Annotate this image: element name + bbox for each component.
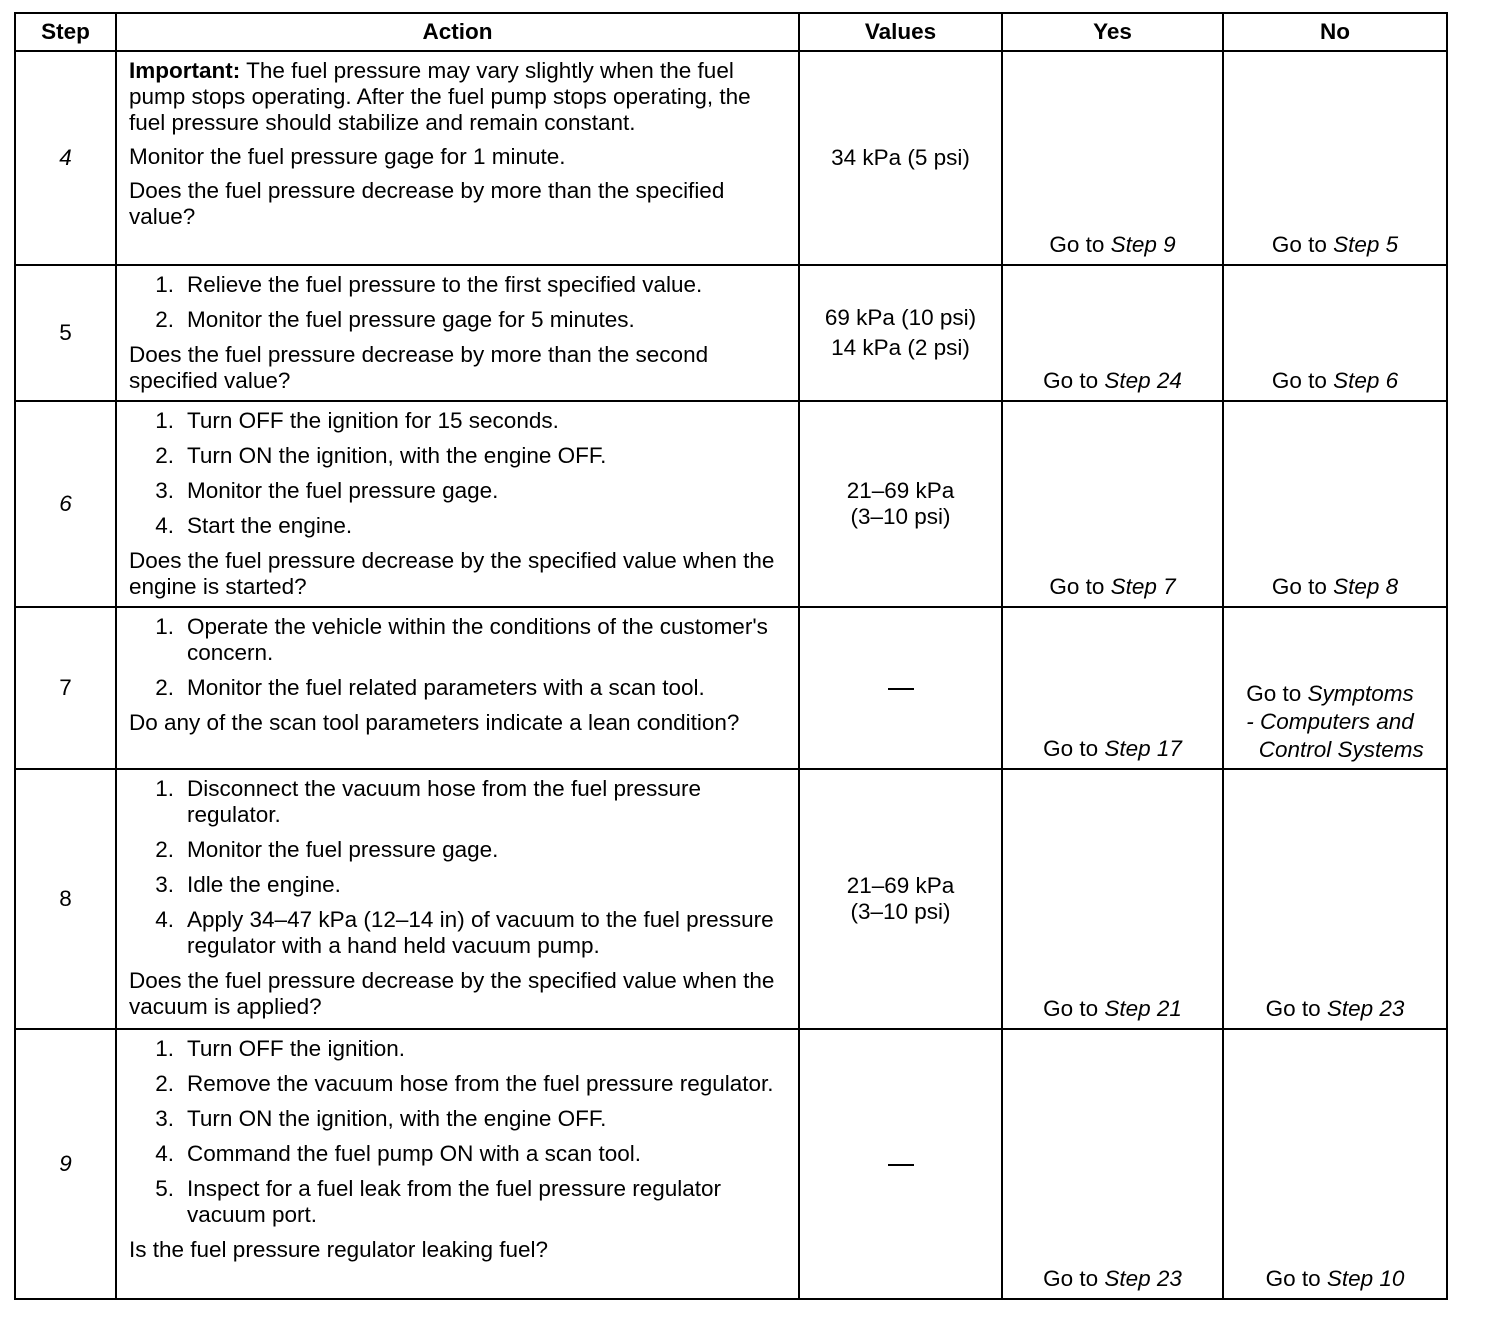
list-item: 2. Monitor the fuel pressure gage.	[155, 837, 499, 862]
values-cell	[799, 769, 1002, 1029]
value-text: 21–69 kPa	[846, 873, 955, 898]
values-cell	[799, 1029, 1002, 1299]
substep-list	[129, 1036, 786, 1228]
no-cell	[1223, 607, 1447, 769]
no-step-link: Step 6	[1333, 368, 1399, 393]
diagnostic-table	[14, 12, 1448, 1300]
step-number: 6	[15, 401, 116, 607]
no-cell	[1223, 265, 1447, 401]
go-to-label: Go to	[1265, 996, 1321, 1021]
header-row	[15, 13, 1447, 51]
important-note	[129, 58, 786, 136]
yes-cell	[1002, 401, 1223, 607]
list-item: 1. Disconnect the vacuum hose from the fuel pressure regulator.	[155, 776, 702, 827]
substep-list	[129, 776, 786, 959]
list-item: 5. Inspect for a fuel leak from the fuel pressure regulator vacuum port.	[155, 1176, 722, 1227]
value-text: 14 kPa (2 psi)	[831, 335, 970, 360]
value-text: 21–69 kPa	[846, 478, 955, 503]
go-to-label: Go to	[1265, 1266, 1321, 1291]
important-text: The fuel pressure may vary slightly when the fuel pump stops operating. After the fuel pump stops operating, the fuel pressure should stabilize and remain constant.	[129, 58, 751, 135]
question-text: Does the fuel pressure decrease by more than the specified value?	[129, 178, 725, 229]
no-step-link: Step 23	[1326, 996, 1405, 1021]
action-cell	[116, 1029, 799, 1299]
values-cell	[799, 265, 1002, 401]
question-text: Does the fuel pressure decrease by more than the second specified value?	[129, 342, 709, 393]
no-step-link: Step 5	[1333, 232, 1399, 257]
action-cell	[116, 769, 799, 1029]
table-row	[15, 769, 1447, 1029]
empty-value-dash	[888, 688, 914, 690]
action-cell	[116, 607, 799, 769]
no-reference	[1246, 680, 1424, 764]
yes-step-link: Step 7	[1110, 574, 1176, 599]
value-text: 69 kPa (10 psi)	[824, 305, 977, 330]
table-row	[15, 607, 1447, 769]
no-cell	[1223, 1029, 1447, 1299]
go-to-label: Go to	[1271, 232, 1327, 257]
value-text: (3–10 psi)	[850, 899, 951, 924]
yes-step-link: Step 23	[1104, 1266, 1182, 1291]
no-link-line: Symptoms	[1307, 681, 1414, 706]
values-cell	[799, 607, 1002, 769]
list-item: 1. Turn OFF the ignition.	[155, 1036, 406, 1061]
list-item: 2. Monitor the fuel related parameters with a scan tool.	[155, 675, 705, 700]
list-item: 3. Turn ON the ignition, with the engine OFF.	[155, 1106, 607, 1131]
value-text: 34 kPa (5 psi)	[831, 145, 970, 170]
no-cell	[1223, 51, 1447, 265]
yes-cell	[1002, 607, 1223, 769]
instruction-text: Monitor the fuel pressure gage for 1 minute.	[129, 144, 566, 169]
header-values: Values	[799, 13, 1002, 51]
value-text: (3–10 psi)	[850, 504, 951, 529]
no-step-link: Step 8	[1333, 574, 1399, 599]
list-item: 4. Apply 34–47 kPa (12–14 in) of vacuum to the fuel pressure regulator with a hand held vacuum pump.	[155, 907, 774, 958]
go-to-label: Go to	[1271, 574, 1327, 599]
substep-list	[129, 272, 786, 333]
action-cell	[116, 401, 799, 607]
table-row	[15, 51, 1447, 265]
go-to-label: Go to	[1246, 681, 1302, 706]
action-cell	[116, 265, 799, 401]
question-text: Is the fuel pressure regulator leaking fuel?	[129, 1237, 548, 1262]
table-row	[15, 1029, 1447, 1299]
list-item: 4. Start the engine.	[155, 513, 353, 538]
list-item: 2. Remove the vacuum hose from the fuel pressure regulator.	[155, 1071, 774, 1096]
step-number: 9	[15, 1029, 116, 1299]
go-to-label: Go to	[1043, 1266, 1099, 1291]
values-cell	[799, 401, 1002, 607]
yes-step-link: Step 24	[1104, 368, 1182, 393]
question-text: Does the fuel pressure decrease by the specified value when the engine is started?	[129, 548, 775, 599]
table-row	[15, 265, 1447, 401]
no-cell	[1223, 401, 1447, 607]
list-item: 3. Idle the engine.	[155, 872, 341, 897]
question-text: Do any of the scan tool parameters indicate a lean condition?	[129, 710, 740, 735]
no-link-line: Control Systems	[1258, 737, 1424, 762]
list-item: 1. Operate the vehicle within the conditions of the customer's concern.	[155, 614, 768, 665]
yes-cell	[1002, 51, 1223, 265]
step-number: 8	[15, 769, 116, 1029]
go-to-label: Go to	[1049, 232, 1105, 257]
header-step: Step	[15, 13, 116, 51]
yes-cell	[1002, 265, 1223, 401]
table-row	[15, 401, 1447, 607]
go-to-label: Go to	[1049, 574, 1105, 599]
step-number: 7	[15, 607, 116, 769]
yes-cell	[1002, 1029, 1223, 1299]
go-to-label: Go to	[1043, 996, 1099, 1021]
substep-list	[129, 408, 786, 539]
list-item: 2. Turn ON the ignition, with the engine OFF.	[155, 443, 607, 468]
step-number: 5	[15, 265, 116, 401]
yes-cell	[1002, 769, 1223, 1029]
no-link-line: - Computers and	[1246, 709, 1414, 734]
values-cell	[799, 51, 1002, 265]
no-cell	[1223, 769, 1447, 1029]
question-text: Does the fuel pressure decrease by the specified value when the vacuum is applied?	[129, 968, 775, 1019]
step-number: 4	[15, 51, 116, 265]
important-label: Important:	[129, 58, 241, 83]
list-item: 3. Monitor the fuel pressure gage.	[155, 478, 499, 503]
header-yes: Yes	[1002, 13, 1223, 51]
list-item: 1. Turn OFF the ignition for 15 seconds.	[155, 408, 559, 433]
go-to-label: Go to	[1271, 368, 1327, 393]
empty-value-dash	[888, 1164, 914, 1166]
list-item: 2. Monitor the fuel pressure gage for 5 minutes.	[155, 307, 635, 332]
go-to-label: Go to	[1043, 368, 1099, 393]
list-item: 4. Command the fuel pump ON with a scan tool.	[155, 1141, 641, 1166]
no-step-link: Step 10	[1326, 1266, 1405, 1291]
substep-list	[129, 614, 786, 701]
header-no: No	[1223, 13, 1447, 51]
header-action: Action	[116, 13, 799, 51]
yes-step-link: Step 17	[1104, 736, 1182, 761]
yes-step-link: Step 9	[1110, 232, 1176, 257]
go-to-label: Go to	[1043, 736, 1099, 761]
yes-step-link: Step 21	[1104, 996, 1182, 1021]
action-cell	[116, 51, 799, 265]
list-item: 1. Relieve the fuel pressure to the first specified value.	[155, 272, 703, 297]
